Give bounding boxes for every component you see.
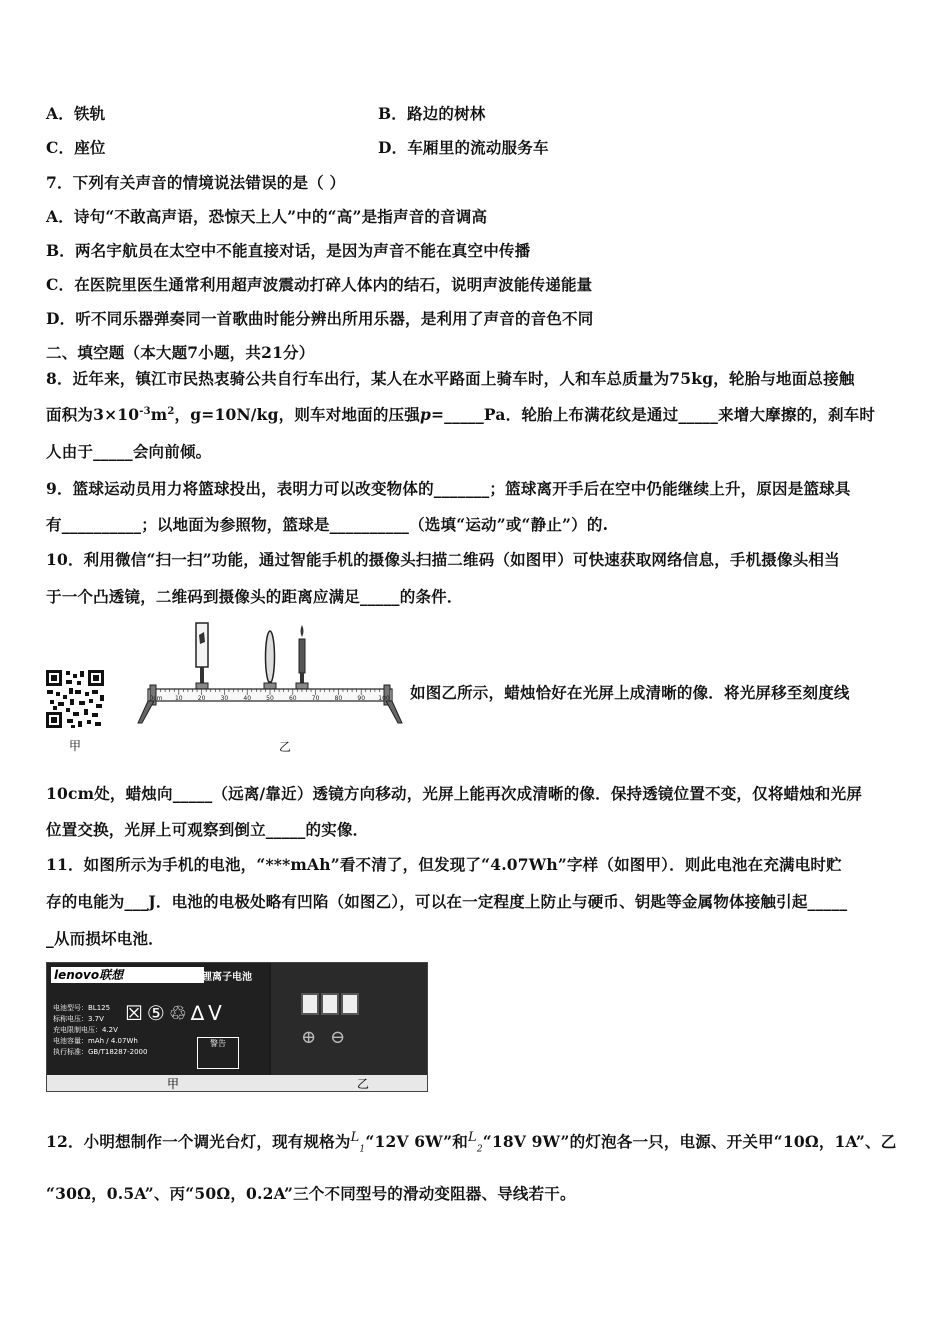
ruler-tick-label: 90 [357, 695, 366, 702]
ruler-tick-label: 100 [378, 695, 390, 702]
question-12-line-2: “30Ω，0.5A”、丙“50Ω，0.2A”三个不同型号的滑动变阻器、导线若干。 [46, 1184, 576, 1203]
q8-exp2: 2 [167, 405, 175, 417]
option-a: A．铁轨 [46, 104, 106, 123]
question-10-line-5: 位置交换，光屏上可观察到倒立_____的实像． [46, 820, 369, 839]
battery-spec-list: 电池型号：BL125 标称电压：3.7V 充电限制电压：4.2V 电池容量：mAh / 4.07Wh 执行标准：GB/T18287-2000 [53, 1004, 148, 1056]
convex-lens [266, 631, 275, 683]
ruler-tick-label: 30 [220, 695, 229, 702]
ruler-tick-label: 60 [288, 695, 297, 702]
q7-option-c: C．在医院里医生通常利用超声波震动打碎人体内的结石，说明声波能传递能量 [46, 275, 593, 294]
question-8-line-1: 8．近年来，镇江市民热衷骑公共自行车出行，某人在水平路面上骑车时，人和车总质量为75kg，轮胎与地面总接触 [46, 369, 855, 388]
q12-L1: L [350, 1130, 360, 1145]
battery-jia-caption: 甲 [167, 1077, 180, 1091]
question-11-line-1: 11．如图所示为手机的电池，“***mAh”看不清了，但发现了“4.07Wh”字样（如图甲）．则此电池在充满电时贮 [46, 855, 842, 874]
candle-flame [301, 625, 304, 637]
option-d: D．车厢里的流动服务车 [378, 138, 549, 157]
battery-label-panel [47, 963, 269, 1075]
question-10-line-3: 如图乙所示，蜡烛恰好在光屏上成清晰的像．将光屏移至刻度线 [410, 683, 850, 702]
q7-option-b: B．两名宇航员在太空中不能直接对话，是因为声音不能在真空中传播 [46, 241, 531, 260]
battery-figure [46, 962, 428, 1092]
q7-option-a: A．诗句“不敢高声语，恐惊天上人”中的“高”是指声音的音调高 [46, 207, 488, 226]
light-screen [196, 623, 208, 667]
q7-option-d: D．听不同乐器弹奏同一首歌曲时能分辨出所用乐器，是利用了声音的音色不同 [46, 309, 594, 328]
q12-text-a: 12．小明想制作一个调光台灯，现有规格为 [46, 1132, 351, 1152]
question-12-line-1: 12．小明想制作一个调光台灯，现有规格为$^L_1$“12V 6W”和$^L_2$“18V 9W”的灯泡各一只，电源、开关甲“10Ω，1A”、乙 [46, 1130, 897, 1155]
option-c: C．座位 [46, 138, 106, 157]
warning-box: 警告 [197, 1037, 239, 1069]
brand-logo: lenovo联想 [51, 967, 204, 983]
ruler-tick-label: 50 [266, 695, 274, 702]
question-11-line-2: 存的电能为___J．电池的电极处略有凹陷（如图乙），可以在一定程度上防止与硬币、钥匙等金属物体接触引起_____ [46, 892, 848, 911]
question-7: 7．下列有关声音的情境说法错误的是（ ） [46, 173, 346, 192]
q8-exp: -3 [139, 405, 151, 417]
battery-type: 锂离子电池 [202, 972, 252, 983]
option-b: B．路边的树林 [378, 104, 486, 123]
q12-L2: L [467, 1130, 477, 1145]
ruler-tick-label: 10 [174, 695, 183, 702]
battery-electrode-panel [271, 963, 427, 1075]
question-8-line-3: 人由于_____会向前倾。 [46, 442, 212, 461]
ruler-tick-label: 70 [311, 695, 320, 702]
candle [299, 639, 305, 673]
section-heading: 二、填空题（本大题7小题，共21分） [46, 343, 315, 362]
q8-text-d: =_____Pa．轮胎上布满花纹是通过_____来增大摩擦的，刹车时 [431, 405, 876, 424]
ruler-tick-label: 20 [197, 695, 206, 702]
safety-icons: ☒⑤♲∆V [125, 1001, 226, 1025]
question-10-line-2: 于一个凸透镜，二维码到摄像头的距离应满足_____的条件． [46, 587, 463, 606]
question-11-line-3: _从而损坏电池． [46, 929, 164, 948]
ruler-tick-label: 80 [334, 695, 343, 702]
question-10-line-4: 10cm处，蜡烛向_____（远离/靠近）透镜方向移动，光屏上能再次成清晰的像．保持透镜位置不变，仅将蜡烛和光屏 [46, 784, 863, 803]
ruler-tick-label: 40 [243, 695, 252, 702]
question-10-line-1: 10．利用微信“扫一扫”功能，通过智能手机的摄像头扫描二维码（如图甲）可快速获取网络信息，手机摄像头相当 [46, 550, 840, 569]
q12-text-c: “18V 9W”的灯泡各一只，电源、开关甲“10Ω，1A”、乙 [482, 1132, 897, 1152]
fig-yi-caption: 乙 [279, 740, 292, 754]
battery-yi-caption: 乙 [357, 1077, 370, 1091]
electrode-symbols: ⊕⊖ [301, 1027, 360, 1048]
q12-text-b: “12V 6W”和 [365, 1132, 468, 1152]
question-9-line-2: 有__________；以地面为参照物，篮球是__________（选填“运动”或“静止”）的. [46, 515, 609, 534]
optical-bench-figure [132, 615, 408, 727]
qr-code-figure [44, 668, 106, 730]
ruler-tick-label: 0cm [149, 695, 163, 702]
q8-text-a: 面积为3×10 [46, 405, 140, 424]
q8-text-c: ，g=10N/kg，则车对地面的压强 [174, 405, 420, 424]
q8-p: p [419, 405, 431, 424]
fig-jia-caption: 甲 [69, 739, 82, 753]
question-8-line-2 [46, 403, 875, 425]
q8-text-b: m [150, 405, 168, 424]
question-9-line-1: 9．篮球运动员用力将篮球投出，表明力可以改变物体的_______；篮球离开手后在空中仍能继续上升，原因是篮球具 [46, 479, 851, 498]
